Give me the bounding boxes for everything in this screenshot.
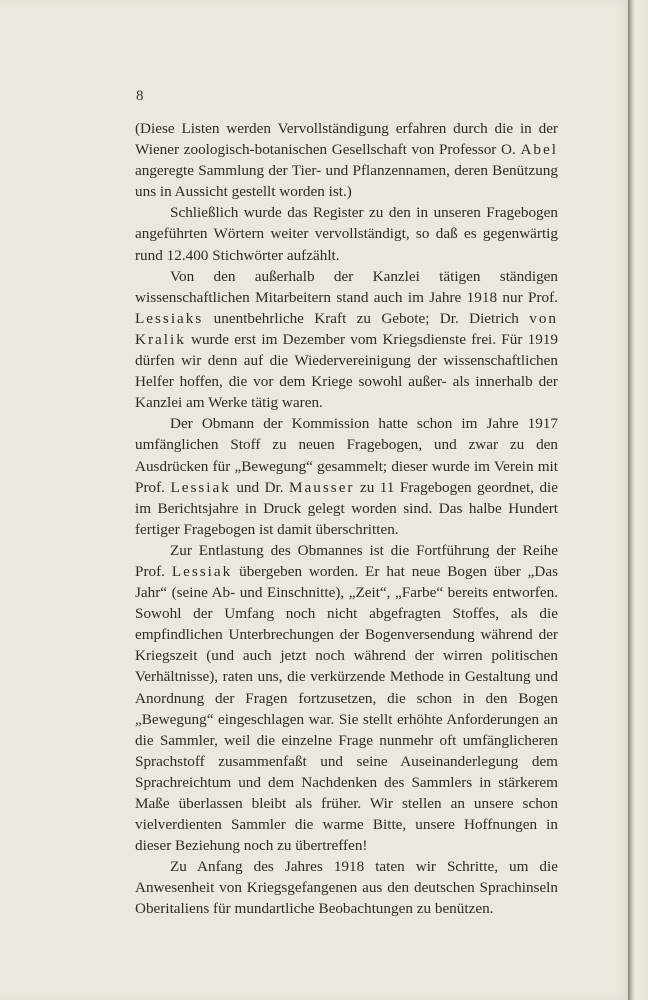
text-run: Zu Anfang des Jahres 1918 taten wir Schritte, um die Anwesenheit von Kriegsgefangenen aus den deutschen Sprachinseln Oberitaliens für mundartliche Beobachtungen zu benützen. bbox=[135, 858, 558, 918]
spaced-name: Lessiaks bbox=[135, 309, 204, 327]
text-run: Zur Entlastung des Obmannes ist die Fortführung der Reihe Prof. bbox=[135, 541, 558, 580]
spaced-name: Lessiak bbox=[170, 478, 231, 496]
text-run: Von den außerhalb der Kanzlei tätigen ständigen wissenschaftlichen Mitarbeitern stand auch im Jahre 1918 nur Prof. bbox=[135, 267, 558, 306]
paragraph bbox=[135, 540, 558, 856]
spaced-name: Abel bbox=[520, 141, 558, 159]
text-run: Schließlich wurde das Register zu den in unseren Fragebogen angeführten Wörtern weiter vervollständigt, so daß es gegenwärtig rund 12.400 Stichwörter aufzählt. bbox=[135, 204, 558, 264]
text-run: wurde erst im Dezember vom Kriegsdienste frei. Für 1919 dürfen wir denn auf die Wiedervereinigung der wissenschaftlichen Helfer hoffen, die vor dem Kriege sowohl außer- als innerhalb der Kanzlei am Werke tätig waren. bbox=[135, 330, 558, 412]
text-run: Der Obmann der Kommission hatte schon im Jahre 1917 umfänglichen Stoff zu neuen Fragebogen, und zwar zu den Ausdrücken für „Bewegung“ gesammelt; dieser wurde im Verein mit Prof. bbox=[135, 415, 558, 496]
text-run: (Diese Listen werden Vervollständigung erfahren durch die in der Wiener zoologisch-botanischen Gesellschaft von Professor O. bbox=[135, 120, 558, 159]
paragraph bbox=[135, 266, 558, 414]
paragraph bbox=[135, 856, 558, 919]
text-run: übergeben worden. Er hat neue Bogen über „Das Jahr“ (seine Ab- und Einschnitte), „Zeit“, „Farbe“ bereits entworfen. Sowohl der Umfang noch nicht abgefragten Stoffes, als die empfindlichen Unterbrechungen der Bogenversendung während der Kriegszeit (und auch jetzt noch während der wirren politischen Verhältnisse), raten uns, die verkürzende Methode in Gestaltung und Anordnung der Fragen fortzusetzen, die schon in den Bogen „Bewegung“ eingeschlagen war. Sie stellt erhöhte Anforderungen an die Sammler, weil die einzelne Frage nunmehr oft umfänglicheren Sprachstoff zusammenfaßt und seine Auseinanderlegung dem Sprachreichtum und dem Nachdenken des Sammlers in stärkerem Maße überlassen bleibt als früher. Wir stellen an unsere schon vielverdienten Sammler die warme Bitte, unsere Hoffnungen in dieser Beziehung noch zu übertreffen! bbox=[135, 562, 558, 855]
paragraph bbox=[135, 413, 558, 540]
book-spine bbox=[628, 0, 648, 1000]
page-number: 8 bbox=[136, 88, 144, 104]
spaced-name: Lessiak bbox=[171, 562, 233, 580]
paragraph bbox=[135, 118, 558, 202]
spaced-name: von Kralik bbox=[135, 309, 558, 348]
text-run: unentbehrliche Kraft zu Gebote; Dr. Dietrich bbox=[203, 309, 530, 327]
spaced-name: Mausser bbox=[289, 478, 355, 496]
paragraph bbox=[135, 202, 558, 265]
text-run: zu 11 Fragebogen geordnet, die im Berichtsjahre in Druck gelegt worden sind. Das halbe Hundert fertiger Fragebogen ist damit überschritten. bbox=[135, 478, 559, 538]
text-run: und Dr. bbox=[230, 478, 290, 496]
text-run: angeregte Sammlung der Tier- und Pflanzennamen, deren Benützung uns in Aussicht gestellt worden ist.) bbox=[135, 162, 558, 201]
body-text bbox=[135, 118, 558, 920]
